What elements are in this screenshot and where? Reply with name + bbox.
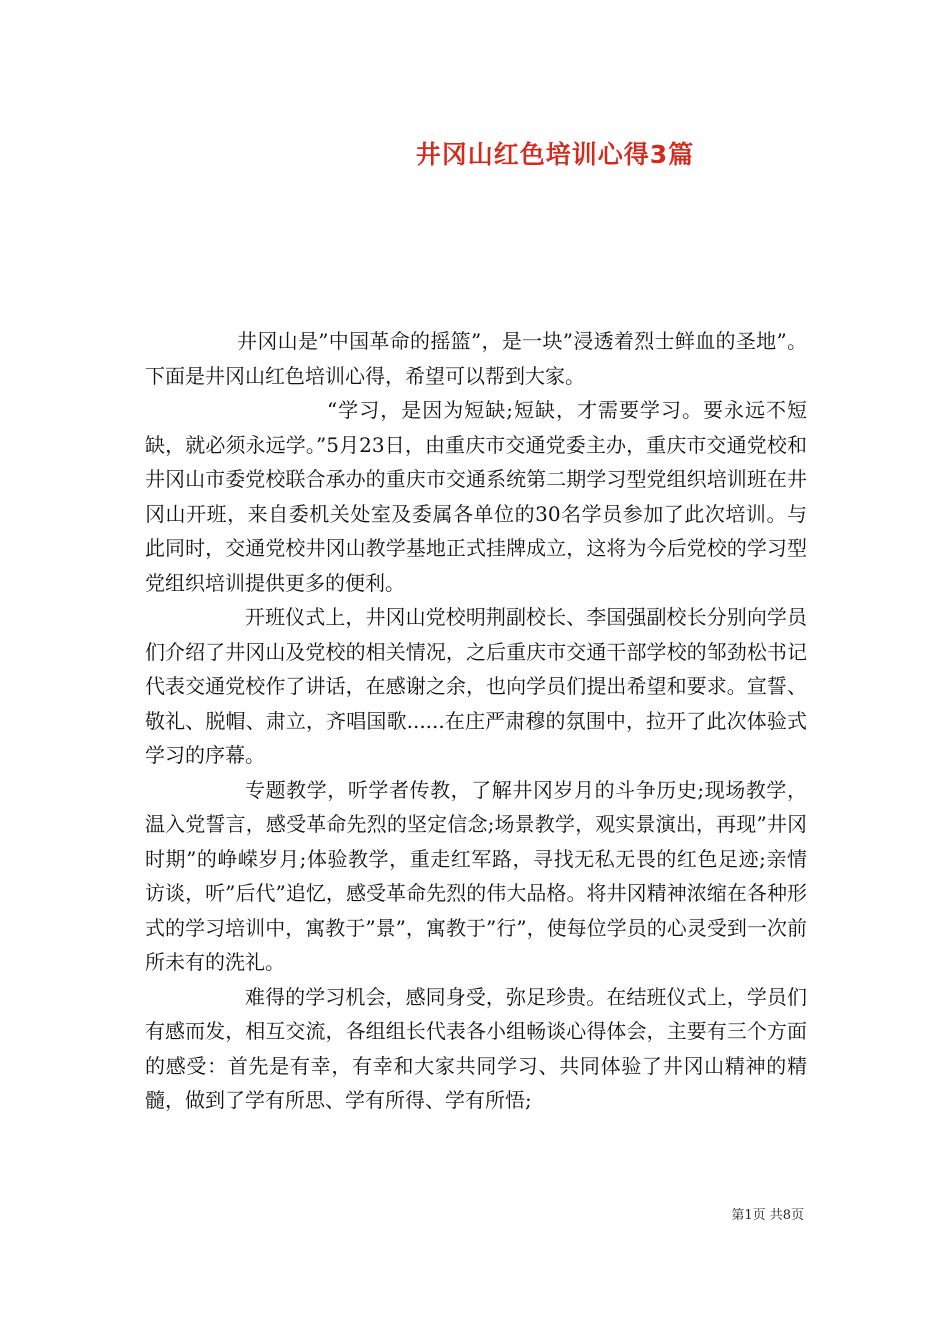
paragraph-teaching: 专题教学，听学者传教，了解井冈岁月的斗争历史;现场教学，温入党誓言，感受革命先烈的坚定信念;场景教学，观实景演出，再现”井冈时期”的峥嵘岁月;体验教学，重走红军路，寻找无私无畏的红色足迹;亲情访谈，听”后代”追忆，感受革命先烈的伟大品格。将井冈精神浓缩在各种形式的学习培训中，寓教于”景”，寓教于”行”，使每位学员的心灵受到一次前所未有的洗礼。 bbox=[145, 777, 807, 974]
page-number: 第1页 共8页 bbox=[731, 1208, 804, 1223]
paragraph-quote: “学习，是因为短缺;短缺，才需要学习。要永远不短缺，就必须永远学。”5月23日，由重庆市交通党委主办，重庆市交通党校和井冈山市委党校联合承办的重庆市交通系统第二期学习型党组织培训班在井冈山开班，来自委机关处室及委属各单位的30名学员参加了此次培训。与此同时，交通党校井冈山教学基地正式挂牌成立，这将为今后党校的学习型党组织培训提供更多的便利。 bbox=[145, 398, 807, 595]
paragraph-opening-ceremony: 开班仪式上，井冈山党校明荆副校长、李国强副校长分别向学员们介绍了井冈山及党校的相关情况，之后重庆市交通干部学校的邹劲松书记代表交通党校作了讲话，在感谢之余，也向学员们提出希望和要求。宣誓、敬礼、脱帽、肃立，齐唱国歌......在庄严肃穆的氛围中，拉开了此次体验式学习的序幕。 bbox=[145, 605, 807, 767]
document-body bbox=[145, 324, 807, 1118]
document-title: 井冈山红色培训心得3篇 bbox=[415, 140, 695, 169]
paragraph-closing: 难得的学习机会，感同身受，弥足珍贵。在结班仪式上，学员们有感而发，相互交流，各组组长代表各小组畅谈心得体会，主要有三个方面的感受：首先是有幸，有幸和大家共同学习、共同体验了井冈山精神的精髓，做到了学有所思、学有所得、学有所悟; bbox=[145, 984, 807, 1112]
paragraph-intro: 井冈山是”中国革命的摇篮”，是一块”浸透着烈士鲜血的圣地”。下面是井冈山红色培训心得，希望可以帮到大家。 bbox=[145, 329, 807, 388]
